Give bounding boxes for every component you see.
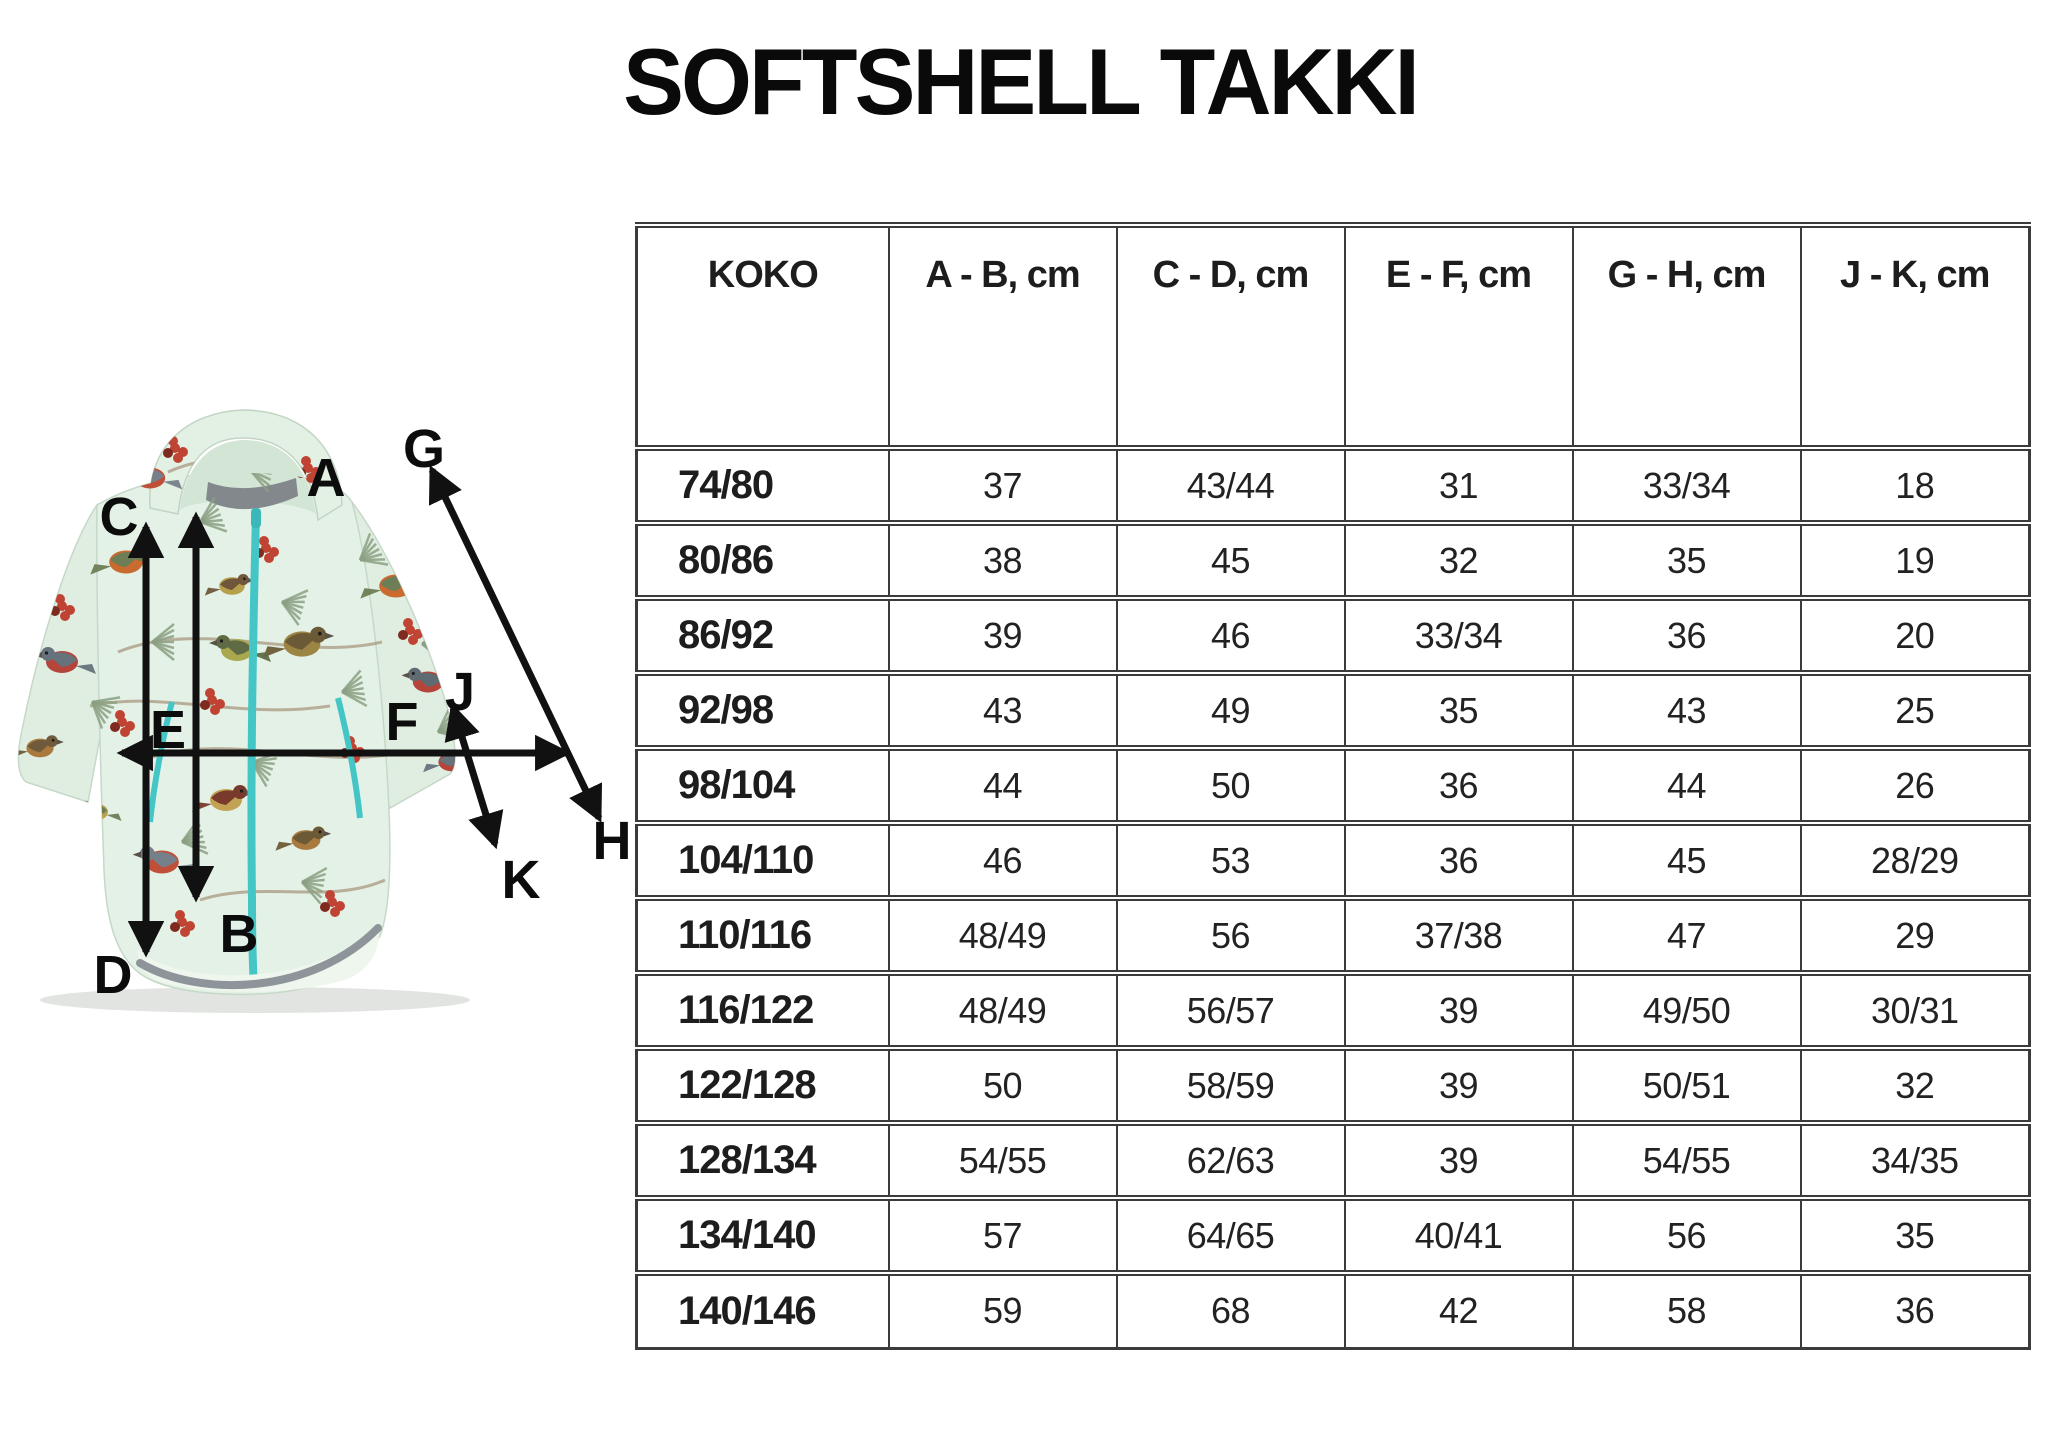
- value-cell: 56: [1117, 898, 1345, 973]
- size-cell: 128/134: [637, 1123, 889, 1198]
- value-cell: 48/49: [889, 973, 1117, 1048]
- value-cell: 44: [1573, 748, 1801, 823]
- arrow-g-h: [432, 470, 599, 818]
- measure-label-k: K: [501, 850, 541, 910]
- column-header-koko: KOKO: [637, 225, 889, 448]
- size-cell: 122/128: [637, 1048, 889, 1123]
- size-cell: 116/122: [637, 973, 889, 1048]
- column-header-cd: C - D, cm: [1117, 225, 1345, 448]
- header-row: [637, 225, 2030, 448]
- value-cell: 58/59: [1117, 1048, 1345, 1123]
- zipper-pull: [251, 508, 261, 528]
- value-cell: 49/50: [1573, 973, 1801, 1048]
- value-cell: 25: [1801, 673, 2030, 748]
- measure-label-e: E: [149, 700, 187, 760]
- measure-label-f: F: [385, 692, 419, 752]
- column-header-ef: E - F, cm: [1345, 225, 1573, 448]
- measure-label-j: J: [444, 662, 476, 722]
- value-cell: 35: [1573, 523, 1801, 598]
- size-cell: 92/98: [637, 673, 889, 748]
- value-cell: 45: [1117, 523, 1345, 598]
- table-row: [637, 1198, 2030, 1273]
- value-cell: 18: [1801, 448, 2030, 523]
- table-row: [637, 898, 2030, 973]
- value-cell: 34/35: [1801, 1123, 2030, 1198]
- value-cell: 39: [1345, 1123, 1573, 1198]
- value-cell: 49: [1117, 673, 1345, 748]
- value-cell: 29: [1801, 898, 2030, 973]
- value-cell: 43: [889, 673, 1117, 748]
- table-row: [637, 598, 2030, 673]
- value-cell: 43/44: [1117, 448, 1345, 523]
- size-table: [635, 222, 2031, 1350]
- size-cell: 86/92: [637, 598, 889, 673]
- value-cell: 68: [1117, 1273, 1345, 1348]
- value-cell: 40/41: [1345, 1198, 1573, 1273]
- table-row: [637, 823, 2030, 898]
- value-cell: 32: [1345, 523, 1573, 598]
- value-cell: 50: [1117, 748, 1345, 823]
- value-cell: 20: [1801, 598, 2030, 673]
- value-cell: 56/57: [1117, 973, 1345, 1048]
- value-cell: 44: [889, 748, 1117, 823]
- size-table-body: [637, 448, 2030, 1348]
- value-cell: 30/31: [1801, 973, 2030, 1048]
- measure-label-h: H: [592, 811, 632, 871]
- value-cell: 36: [1345, 823, 1573, 898]
- size-cell: 80/86: [637, 523, 889, 598]
- table-row: [637, 1048, 2030, 1123]
- column-header-ab: A - B, cm: [889, 225, 1117, 448]
- value-cell: 39: [889, 598, 1117, 673]
- value-cell: 45: [1573, 823, 1801, 898]
- value-cell: 50/51: [1573, 1048, 1801, 1123]
- value-cell: 36: [1801, 1273, 2030, 1348]
- value-cell: 31: [1345, 448, 1573, 523]
- value-cell: 43: [1573, 673, 1801, 748]
- size-table-header: [637, 225, 2030, 448]
- value-cell: 57: [889, 1198, 1117, 1273]
- size-cell: 98/104: [637, 748, 889, 823]
- size-cell: 134/140: [637, 1198, 889, 1273]
- table-row: [637, 448, 2030, 523]
- value-cell: 58: [1573, 1273, 1801, 1348]
- value-cell: 42: [1345, 1273, 1573, 1348]
- column-header-jk: J - K, cm: [1801, 225, 2030, 448]
- size-cell: 140/146: [637, 1273, 889, 1348]
- value-cell: 48/49: [889, 898, 1117, 973]
- value-cell: 38: [889, 523, 1117, 598]
- value-cell: 35: [1345, 673, 1573, 748]
- value-cell: 53: [1117, 823, 1345, 898]
- value-cell: 33/34: [1573, 448, 1801, 523]
- value-cell: 56: [1573, 1198, 1801, 1273]
- value-cell: 54/55: [889, 1123, 1117, 1198]
- value-cell: 59: [889, 1273, 1117, 1348]
- value-cell: 62/63: [1117, 1123, 1345, 1198]
- size-cell: 110/116: [637, 898, 889, 973]
- value-cell: 46: [1117, 598, 1345, 673]
- value-cell: 64/65: [1117, 1198, 1345, 1273]
- measure-label-c: C: [99, 487, 139, 547]
- value-cell: 54/55: [1573, 1123, 1801, 1198]
- table-row: [637, 1273, 2030, 1348]
- jacket-figure: [0, 388, 660, 1018]
- table-row: [637, 1123, 2030, 1198]
- table-row: [637, 748, 2030, 823]
- value-cell: 39: [1345, 1048, 1573, 1123]
- value-cell: 50: [889, 1048, 1117, 1123]
- table-row: [637, 973, 2030, 1048]
- value-cell: 46: [889, 823, 1117, 898]
- measure-label-g: G: [402, 419, 446, 479]
- value-cell: 37: [889, 448, 1117, 523]
- measure-label-b: B: [219, 904, 259, 964]
- table-row: [637, 523, 2030, 598]
- value-cell: 39: [1345, 973, 1573, 1048]
- page-title: SOFTSHELL TAKKI: [623, 29, 1417, 134]
- value-cell: 36: [1573, 598, 1801, 673]
- value-cell: 33/34: [1345, 598, 1573, 673]
- size-cell: 74/80: [637, 448, 889, 523]
- value-cell: 37/38: [1345, 898, 1573, 973]
- column-header-gh: G - H, cm: [1573, 225, 1801, 448]
- arrow-j-k: [453, 708, 495, 844]
- value-cell: 35: [1801, 1198, 2030, 1273]
- value-cell: 47: [1573, 898, 1801, 973]
- table-row: [637, 673, 2030, 748]
- value-cell: 28/29: [1801, 823, 2030, 898]
- size-cell: 104/110: [637, 823, 889, 898]
- measure-label-a: A: [306, 448, 346, 508]
- value-cell: 32: [1801, 1048, 2030, 1123]
- measure-label-d: D: [93, 945, 133, 1005]
- value-cell: 19: [1801, 523, 2030, 598]
- value-cell: 26: [1801, 748, 2030, 823]
- value-cell: 36: [1345, 748, 1573, 823]
